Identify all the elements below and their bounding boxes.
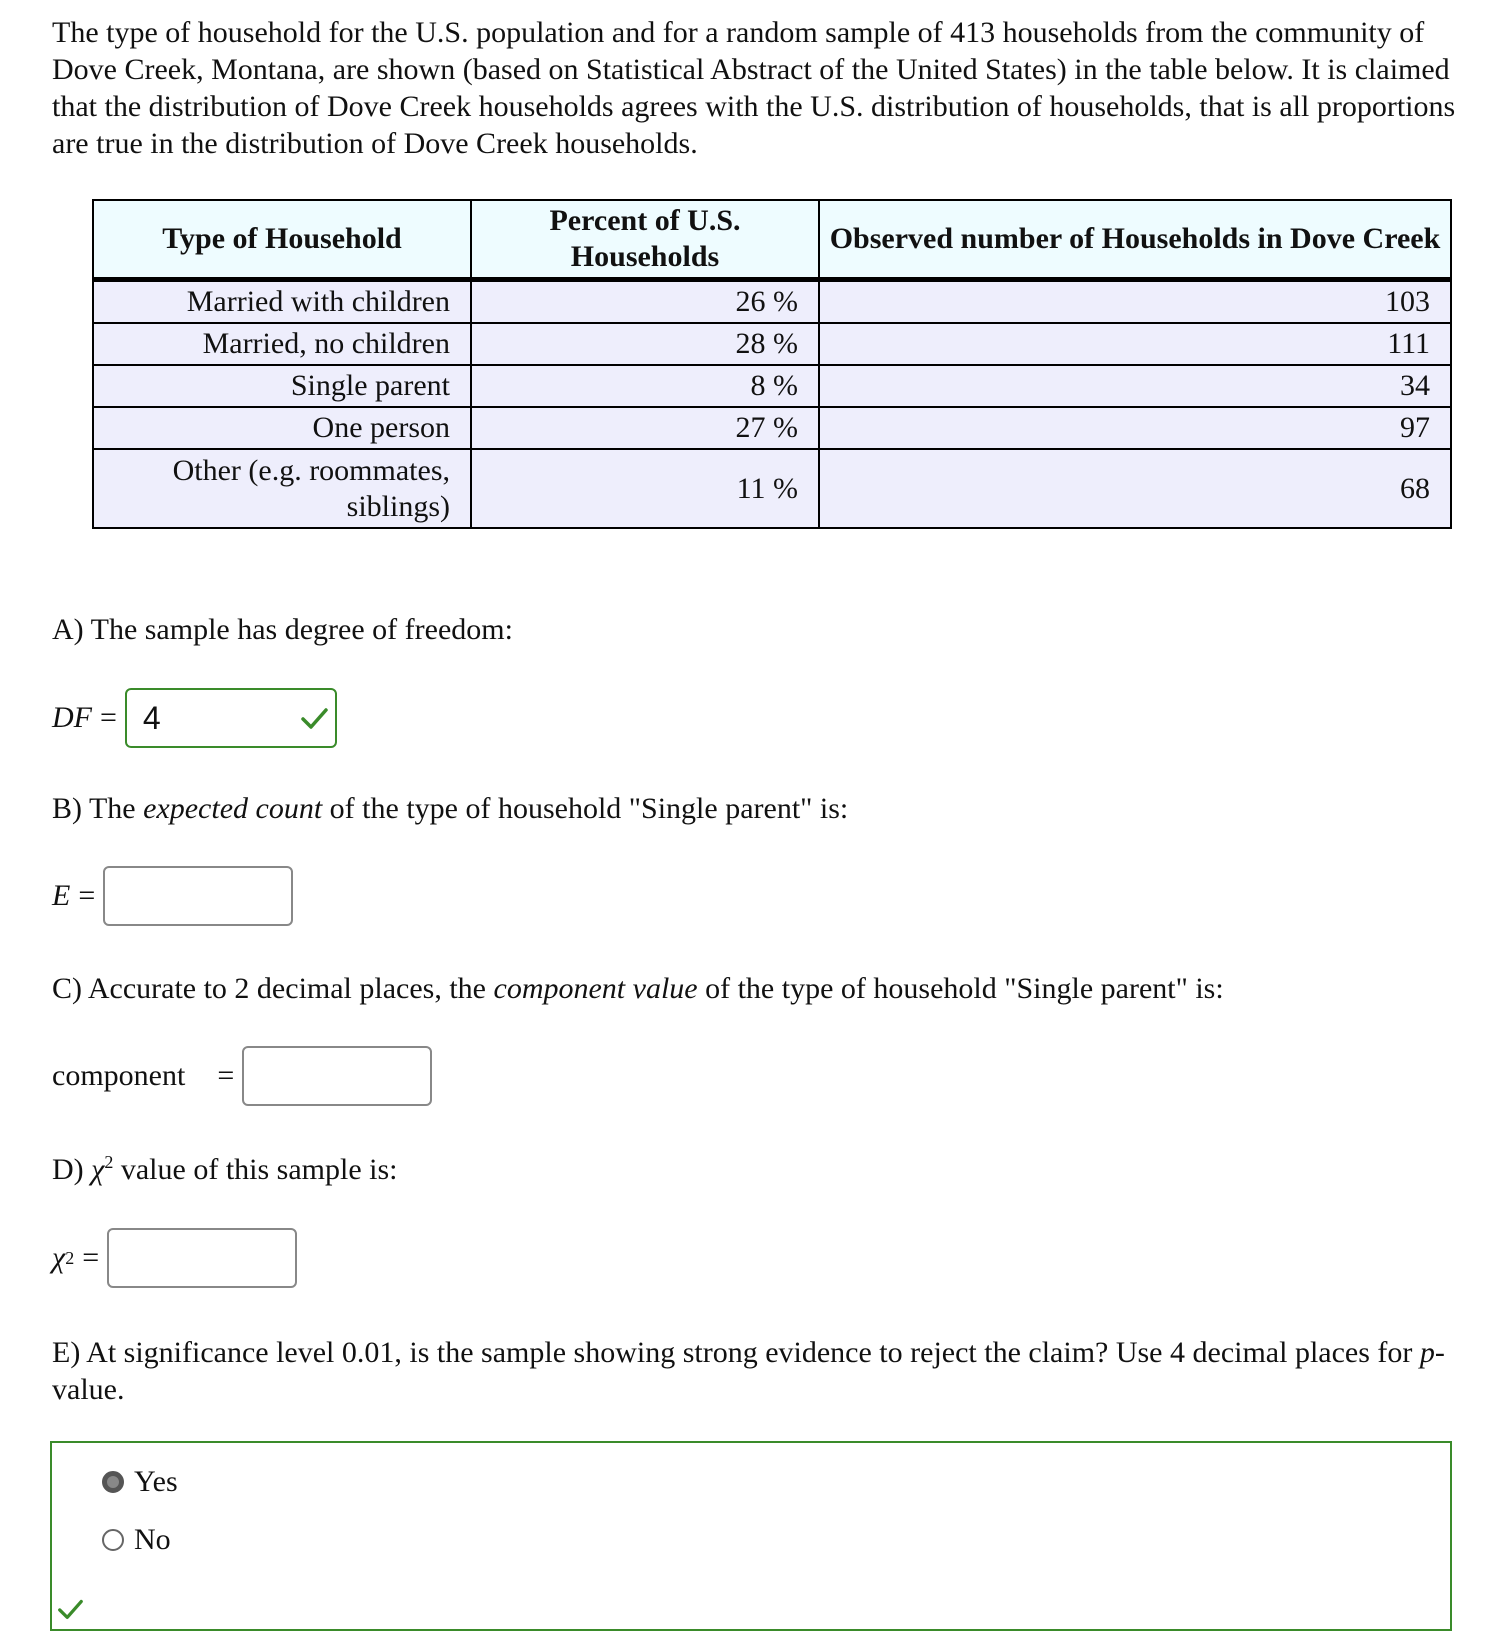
checkmark-icon xyxy=(299,703,329,733)
question-a-prompt: A) The sample has degree of freedom: xyxy=(52,613,513,646)
header-type: Type of Household xyxy=(93,200,471,280)
question-d-prompt xyxy=(52,1151,397,1188)
checkmark-icon xyxy=(56,1595,84,1623)
question-e-options-panel xyxy=(50,1441,1452,1631)
radio-yes[interactable] xyxy=(102,1471,124,1493)
cell-observed: 111 xyxy=(819,323,1451,365)
question-e-suffix: -value. xyxy=(52,1336,1445,1406)
cell-type: One person xyxy=(93,407,471,449)
equals-sign: = xyxy=(82,1241,100,1274)
chi-square-label: χ xyxy=(52,1241,66,1274)
equals-sign: = xyxy=(217,1059,235,1092)
table-row xyxy=(93,407,1451,449)
cell-observed: 97 xyxy=(819,407,1451,449)
cell-type: Married with children xyxy=(93,280,471,324)
cell-percent: 26 % xyxy=(471,280,819,324)
chi-square-input[interactable] xyxy=(107,1228,297,1288)
question-c-suffix: of the type of household "Single parent" is: xyxy=(697,972,1224,1005)
table-row xyxy=(93,365,1451,407)
question-b-emphasis: expected count xyxy=(143,792,323,825)
cell-percent: 27 % xyxy=(471,407,819,449)
question-b-prefix: B) The xyxy=(52,792,144,825)
problem-intro: The type of household for the U.S. population and for a random sample of 413 households from the community of Dove Creek, Montana, are shown (based on Statistical Abstract of the United States) in the table below. It is claimed that the distribution of Dove Creek households agrees with the U.S. distribution of households, that is all proportions are true in the distribution of Dove Creek households. xyxy=(52,16,1456,160)
df-label: DF xyxy=(52,701,92,734)
question-c-prompt xyxy=(52,970,1224,1007)
question-e-prompt xyxy=(52,1334,1452,1408)
cell-percent: 11 % xyxy=(471,449,819,528)
question-b-suffix: of the type of household "Single parent" is: xyxy=(322,792,849,825)
radio-no[interactable] xyxy=(102,1529,124,1551)
cell-type: Married, no children xyxy=(93,323,471,365)
table-row xyxy=(93,280,1451,324)
question-d-suffix: value of this sample is: xyxy=(113,1153,398,1186)
question-e-prefix: E) At significance level 0.01, is the sample showing strong evidence to reject the claim? Use 4 decimal places for xyxy=(52,1336,1420,1369)
component-input[interactable] xyxy=(242,1046,432,1106)
cell-type: Single parent xyxy=(93,365,471,407)
df-input[interactable] xyxy=(125,688,337,748)
table-row xyxy=(93,323,1451,365)
chi-superscript: 2 xyxy=(104,1152,114,1172)
option-no[interactable] xyxy=(102,1523,171,1557)
header-percent: Percent of U.S. Households xyxy=(471,200,819,280)
cell-observed: 34 xyxy=(819,365,1451,407)
expected-count-input[interactable] xyxy=(103,866,293,926)
question-c-prefix: C) Accurate to 2 decimal places, the xyxy=(52,972,494,1005)
option-yes-label: Yes xyxy=(134,1465,178,1498)
question-d-prefix: D) xyxy=(52,1153,92,1186)
component-label: component xyxy=(52,1059,186,1092)
cell-percent: 8 % xyxy=(471,365,819,407)
option-no-label: No xyxy=(134,1523,171,1556)
cell-percent: 28 % xyxy=(471,323,819,365)
question-c-emphasis: component value xyxy=(493,972,698,1005)
household-table xyxy=(92,199,1452,529)
question-b-answer xyxy=(52,866,293,926)
cell-type: Other (e.g. roommates, siblings) xyxy=(93,449,471,528)
question-d-answer: χ 2 = xyxy=(52,1228,297,1288)
question-b-prompt xyxy=(52,790,848,827)
e-label: E xyxy=(52,879,71,912)
chi-symbol: χ xyxy=(91,1153,105,1186)
option-yes[interactable] xyxy=(102,1465,178,1499)
cell-observed: 103 xyxy=(819,280,1451,324)
equals-sign: = xyxy=(100,701,117,734)
table-header-row xyxy=(93,200,1451,280)
header-observed: Observed number of Households in Dove Creek xyxy=(819,200,1451,280)
question-e-emphasis: p xyxy=(1419,1336,1435,1369)
question-a-answer xyxy=(52,688,337,748)
cell-observed: 68 xyxy=(819,449,1451,528)
df-input-value: 4 xyxy=(142,699,161,736)
equals-sign: = xyxy=(78,879,96,912)
table-row xyxy=(93,449,1451,528)
question-c-answer xyxy=(52,1046,432,1106)
